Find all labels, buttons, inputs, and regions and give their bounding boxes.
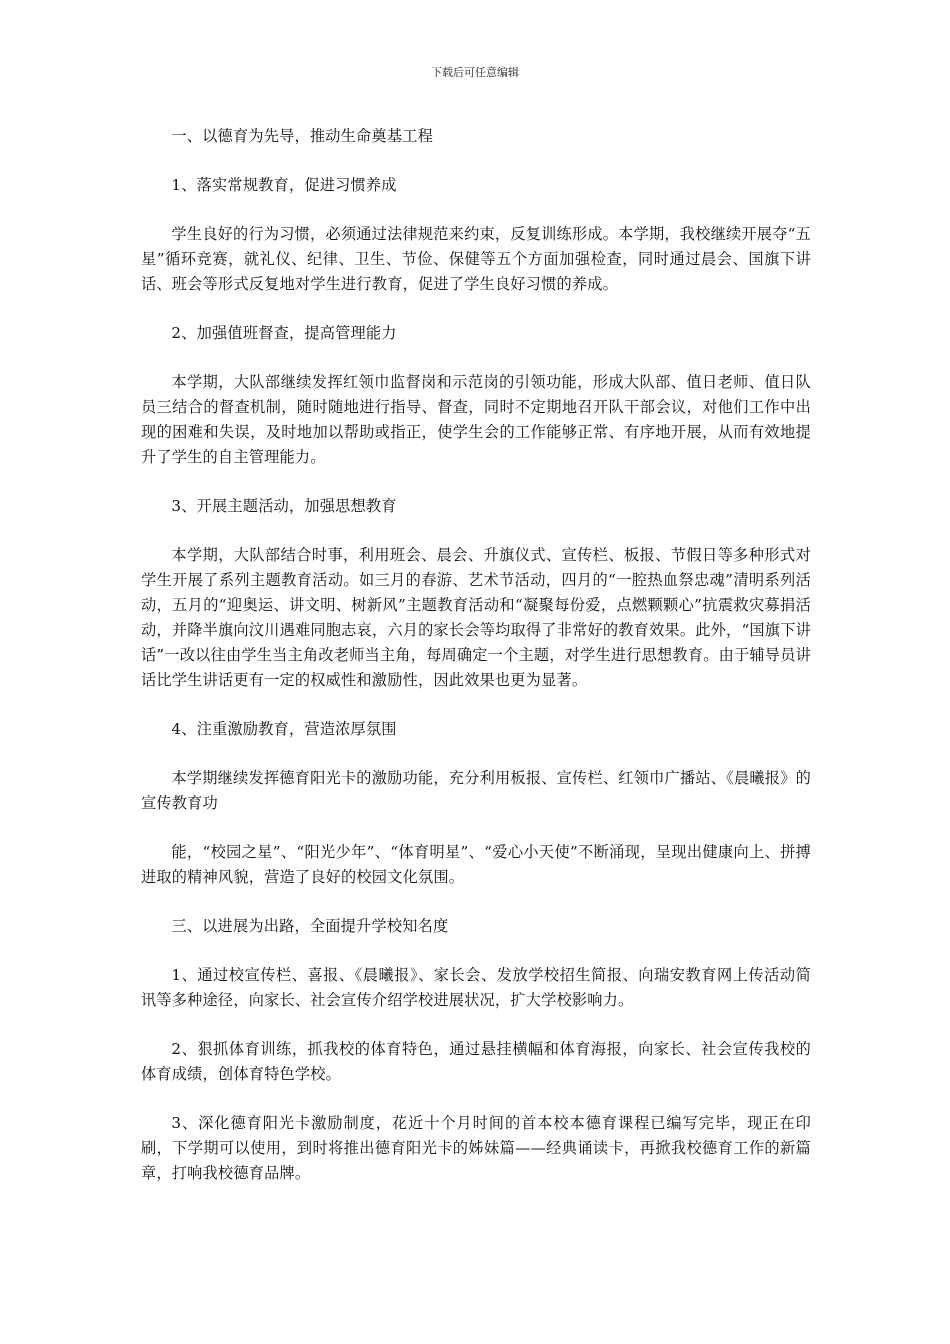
paragraph: 本学期，大队部结合时事，利用班会、晨会、升旗仪式、宣传栏、板报、节假日等多种形式对学生开展了系列主题教育活动。如三月的春游、艺术节活动，四月的“一腔热血祭忠魂”清明系列活动，五月的“迎奥运、讲文明、树新风”主题教育活动和“凝聚每份爱，点燃颗颗心”抗震救灾募捐活动，并降半旗向汶川遇难同胞志哀，六月的家长会等均取得了非常好的教育效果。此外，“国旗下讲话”一改以往由学生当主角改老师当主角，每周确定一个主题，对学生进行思想教育。由于辅导员讲话比学生讲话更有一定的权威性和激励性，因此效果也更为显著。: [141, 546, 811, 689]
paragraph: 本学期继续发挥德育阳光卡的激励功能，充分利用板报、宣传栏、红领巾广播站、《晨曦报》的宣传教育功: [141, 769, 811, 812]
paragraph: 学生良好的行为习惯，必须通过法律规范来约束，反复训练形成。本学期，我校继续开展夺“五星”循环竞赛，就礼仪、纪律、卫生、节俭、保健等五个方面加强检查，同时通过晨会、国旗下讲话、班会等形式反复地对学生进行教育，促进了学生良好习惯的养成。: [141, 225, 811, 293]
list-item: 2、狠抓体育训练，抓我校的体育特色，通过悬挂横幅和体育海报，向家长、社会宣传我校的体育成绩，创体育特色学校。: [141, 1040, 811, 1083]
header-note: 下载后可任意编辑: [431, 66, 519, 79]
heading-section-1: 一、以德育为先导，推动生命奠基工程: [171, 127, 433, 145]
list-item: 1、通过校宣传栏、喜报、《晨曦报》、家长会、发放学校招生简报、向瑞安教育网上传活动简讯等多种途径，向家长、社会宣传介绍学校进展状况，扩大学校影响力。: [141, 966, 811, 1009]
list-item: 3、深化德育阳光卡激励制度，花近十个月时间的首本校本德育课程已编写完毕，现正在印刷，下学期可以使用，到时将推出德育阳光卡的姊妹篇——经典诵读卡，再掀我校德育工作的新篇章，打响我校德育品牌。: [141, 1114, 811, 1182]
heading-section-3: 三、以进展为出路，全面提升学校知名度: [171, 917, 449, 935]
subheading-1-3: 3、开展主题活动，加强思想教育: [171, 497, 397, 515]
subheading-1-4: 4、注重激励教育，营造浓厚氛围: [171, 720, 397, 738]
document-body: [141, 124, 811, 1210]
subheading-1-2: 2、加强值班督查，提高管理能力: [171, 324, 397, 342]
paragraph: 本学期，大队部继续发挥红领巾监督岗和示范岗的引领功能，形成大队部、值日老师、值日队员三结合的督查机制，随时随地进行指导、督查，同时不定期地召开队干部会议，对他们工作中出现的困难和失误，及时地加以帮助或指正，使学生会的工作能够正常、有序地开展，从而有效地提升了学生的自主管理能力。: [141, 373, 811, 466]
subheading-1-1: 1、落实常规教育，促进习惯养成: [171, 176, 397, 194]
paragraph: 能，“校园之星”、“阳光少年”、“体育明星”、“爱心小天使”不断涌现，呈现出健康向上、拼搏进取的精神风貌，营造了良好的校园文化氛围。: [141, 843, 811, 886]
